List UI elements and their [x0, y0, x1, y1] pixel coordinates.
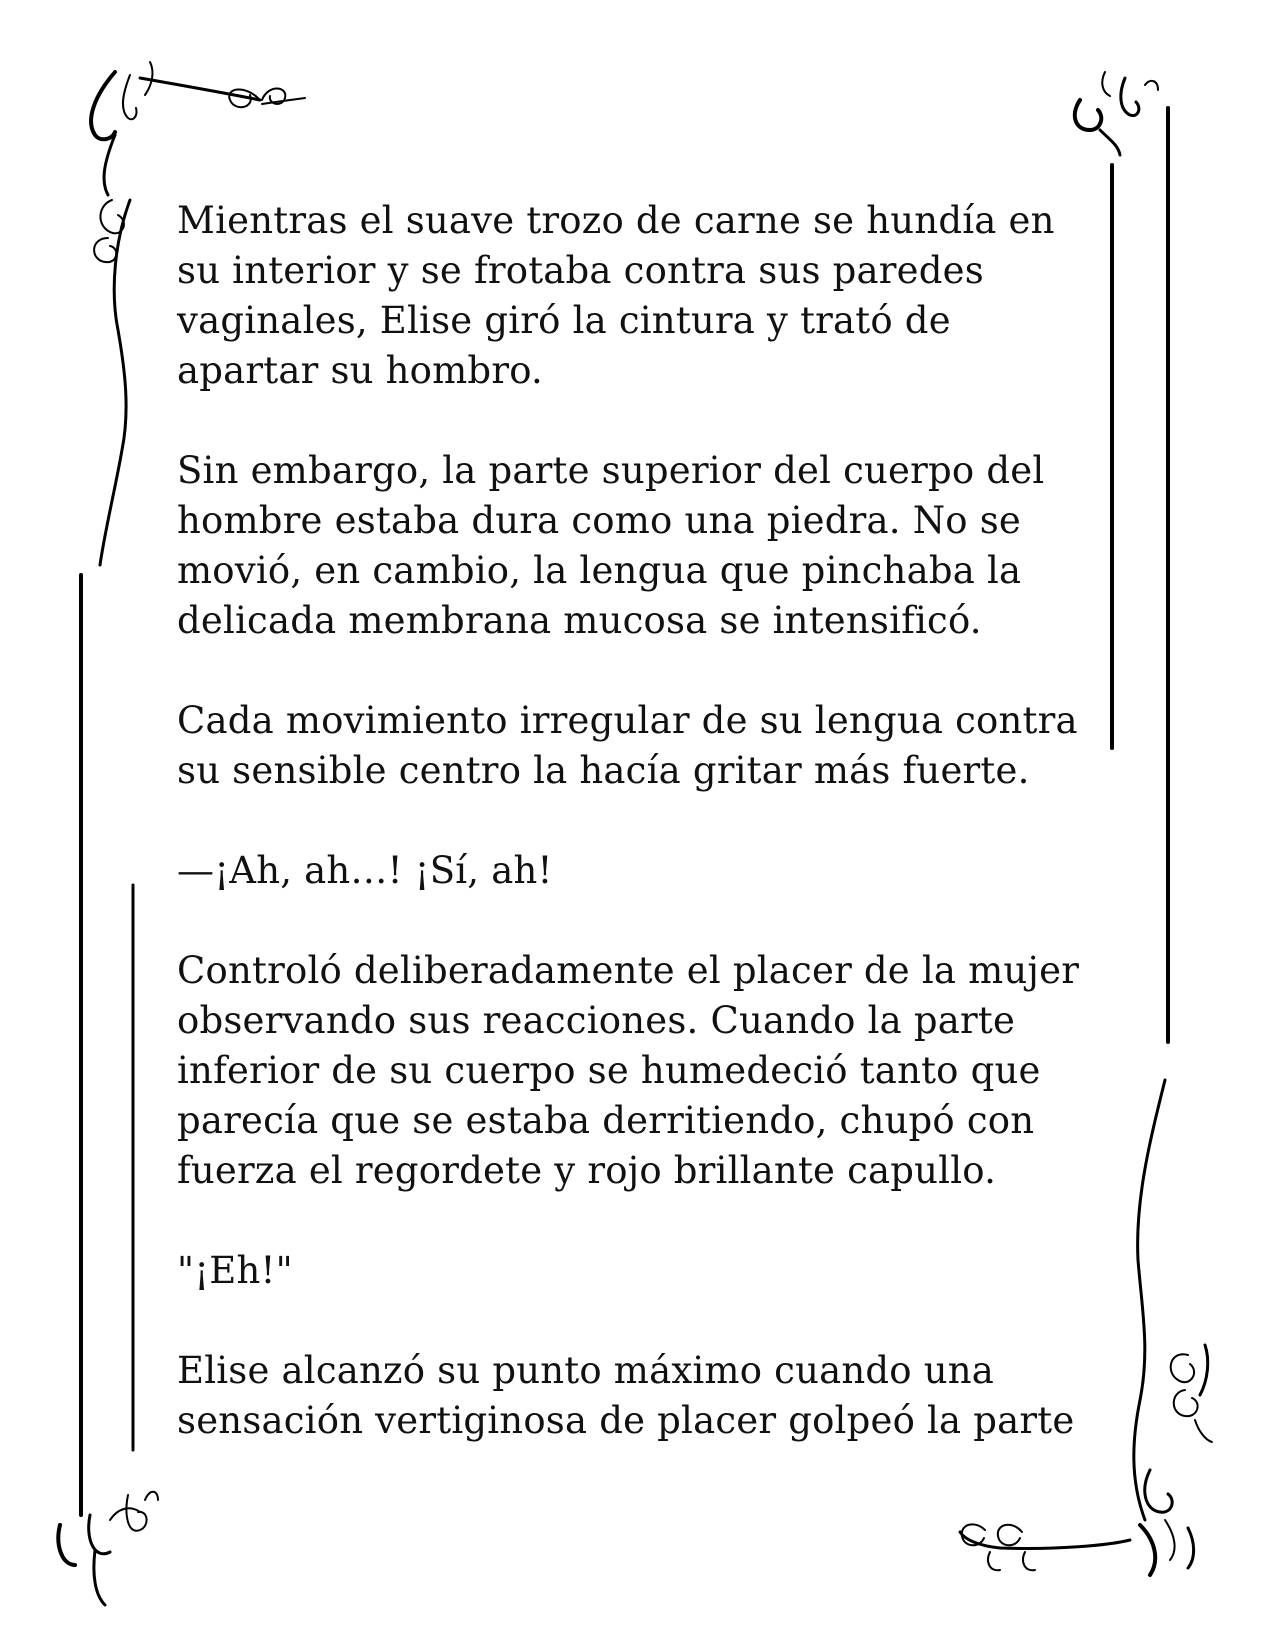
- paragraph: [177, 696, 1107, 796]
- story-text: [177, 196, 1107, 1496]
- paragraph: [177, 1346, 1107, 1446]
- text-line: su sensible centro la hacía gritar más fuerte.: [177, 749, 1030, 792]
- text-line: —¡Ah, ah…! ¡Sí, ah!: [177, 849, 553, 892]
- paragraph: [177, 946, 1107, 1196]
- text-line: apartar su hombro.: [177, 349, 543, 392]
- text-line: sensación vertiginosa de placer golpeó la parte: [177, 1399, 1075, 1442]
- text-line: movió, en cambio, la lengua que pinchaba la: [177, 549, 1022, 592]
- text-line: vaginales, Elise giró la cintura y trató de: [177, 299, 951, 342]
- top-right-flourish: [1075, 72, 1158, 155]
- text-line: delicada membrana mucosa se intensificó.: [177, 599, 982, 642]
- text-line: fuerza el regordete y rojo brillante capullo.: [177, 1149, 997, 1192]
- dialogue-paragraph: [177, 1246, 1107, 1296]
- text-line: su interior y se frotaba contra sus paredes: [177, 249, 984, 292]
- text-line: "¡Eh!": [177, 1249, 293, 1292]
- text-line: parecía que se estaba derritiendo, chupó con: [177, 1099, 1035, 1142]
- dialogue-paragraph: [177, 846, 1107, 896]
- text-line: hombre estaba dura como una piedra. No se: [177, 499, 1022, 542]
- text-line: Controló deliberadamente el placer de la mujer: [177, 949, 1080, 992]
- paragraph: [177, 196, 1107, 396]
- text-line: Cada movimiento irregular de su lengua contra: [177, 699, 1078, 742]
- text-line: Sin embargo, la parte superior del cuerpo del: [177, 449, 1045, 492]
- bottom-left-flourish: [58, 1492, 158, 1605]
- text-line: inferior de su cuerpo se humedeció tanto que: [177, 1049, 1041, 1092]
- text-line: observando sus reacciones. Cuando la parte: [177, 999, 1016, 1042]
- text-line: Mientras el suave trozo de carne se hundía en: [177, 199, 1055, 242]
- paragraph: [177, 446, 1107, 646]
- text-line: Elise alcanzó su punto máximo cuando una: [177, 1349, 995, 1392]
